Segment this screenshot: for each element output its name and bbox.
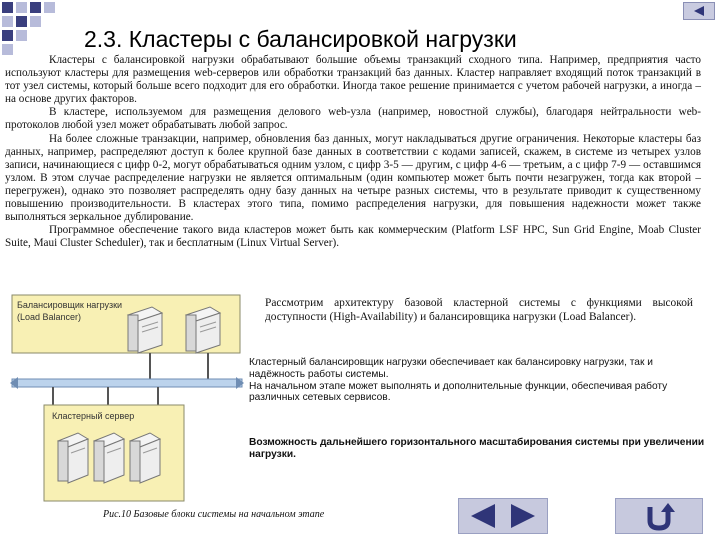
cluster-label: Кластерный сервер [52, 411, 135, 421]
lb-description-line1: Кластерный балансировщик нагрузки обеспечивает как балансировку нагрузки, так и надёжность работы системы. [249, 357, 653, 380]
network-bus [12, 379, 242, 387]
server-icon [128, 307, 162, 353]
triangle-right-icon [511, 504, 535, 528]
lb-label-line2: (Load Balancer) [17, 312, 82, 322]
load-balancer-description [249, 357, 711, 404]
prev-slide-corner-button[interactable] [683, 2, 715, 20]
architecture-intro-text: Рассмотрим архитектуру базовой кластерной системы с функциями высокой доступности (High-Availability) и балансировщика нагрузки (Load Balancer). [265, 297, 693, 323]
paragraph-3: На более сложные транзакции, например, обновления баз данных, могут накладываться другие ограничения. Некоторые кластеры баз данных, например, распределяют доступ к более крупной базе данных в соответствии с кодами записей, скажем, в системе из четырех узлов записи, начинающиеся с цифр 0-2, могут обрабатываться одним узлом, с цифр 3-5 — другим, с цифр 4-6 — третьим, а с цифр 7-9 — оставшимся узлом. В этом случае распределение нагрузки не является оптимальным (один компьютер может быть почти незагружен, тогда как второй – перегружен), однако это позволяет распределять одну базу данных на четыре разных системы, что в результате приводит к существенному повышению производительности. В кластерах этого типа, помимо распределения нагрузки, для повышения надежности может также выполняться зеркальное дублирование. [5, 132, 701, 224]
triangle-left-icon [692, 5, 706, 17]
slide-title: 2.3. Кластеры с балансировкой нагрузки [84, 26, 517, 52]
return-button[interactable] [615, 498, 703, 534]
figure-caption: Рис.10 Базовые блоки системы на начальном этапе [103, 509, 325, 520]
lb-label-line1: Балансировщик нагрузки [17, 300, 123, 310]
server-icon [58, 433, 88, 483]
slide-body-text [5, 54, 701, 250]
paragraph-2: В кластере, используемом для размещения делового web-узла (например, новостной службы), благодаря нейтральности web-протоколов любой узел может обрабатывать любой запрос. [5, 106, 701, 132]
paragraph-4: Программное обеспечение такого вида кластеров может быть как коммерческим (Platform LSF HPC, Sun Grid Engine, Moab Cluster Suite, Maui Cluster Scheduler), так и бесплатным (Linux Virtual Server). [5, 224, 701, 250]
cluster-architecture-diagram [8, 293, 246, 503]
prev-next-nav [458, 498, 548, 534]
server-icon [130, 433, 160, 483]
lb-description-line2: На начальном этапе может выполнять и дополнительные функции, обеспечивая работу различных сетевых сервисов. [249, 380, 668, 404]
return-arrow-icon [616, 499, 702, 533]
paragraph-1: Кластеры с балансировкой нагрузки обрабатывают большие объемы транзакций сходного типа. Например, предприятия часто используют кластеры для размещения web-серверов или обработки транзакций баз данных. Кластер направляет входящий поток транзакций в тот узел системы, который больше всего подходит для его обработки. Иногда такое решение принимается с учетом рабочей нагрузки, а иногда – на основе других факторов. [5, 54, 701, 106]
next-slide-button[interactable] [511, 504, 535, 528]
server-icon [94, 433, 124, 483]
scaling-note: Возможность дальнейшего горизонтального масштабирования системы при увеличении нагрузки. [249, 437, 705, 460]
triangle-left-icon [471, 504, 495, 528]
prev-slide-button[interactable] [471, 504, 495, 528]
server-icon [186, 307, 220, 353]
